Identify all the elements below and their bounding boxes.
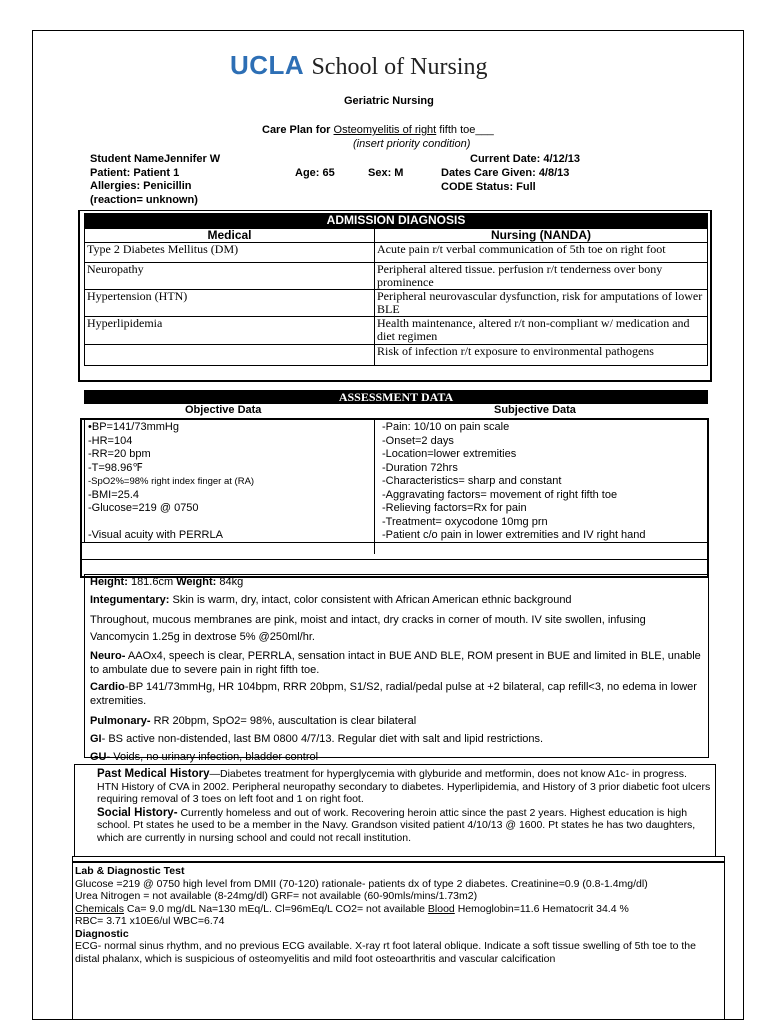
col-subjective: Subjective Data [494,404,576,416]
col-medical: Medical [85,229,375,243]
subjective-list: -Pain: 10/10 on pain scale -Onset=2 days -Location=lower extremities -Duration 72hrs -Characteristics= sharp and constant -Aggravating factors= movement of right fifth toe -Relieving factors=Rx for pain -Treatment= oxycodone 10mg prn -Patient c/o pain in lower extremities and IV right hand [382,421,646,541]
logo: UCLA School of Nursing [230,50,488,80]
medical-cell: Neuropathy [85,263,375,290]
col-nursing: Nursing (NANDA) [375,229,708,243]
medical-cell: Type 2 Diabetes Mellitus (DM) [85,243,375,263]
history-text: Past Medical History—Diabetes treatment for hyperglycemia with glyburide and metformin, does not know A1c- in progress. HTN History of CVA in 2002. Peripheral neuropathy secondary to diabetes. Hyperlipidemia, and History of 3 prior diabetic foot ulcers requiring removal of 3 toes on left foot and 1 on right foot. Social History- Currently homeless and out of work. Recovering heroin attic since the past 2 years. Highest education is high school. Pt states he used to be a member in the Navy. Grandson visited patient 4/10/13 @ 1600. Pt states he has two daughters, which are currently in nursing school and could not recall institution. [97,768,711,844]
course-title: Geriatric Nursing [344,95,434,107]
objective-list: •BP=141/73mmHg -HR=104 -RR=20 bpm -T=98.96℉ -SpO2%=98% right index finger at (RA) -BMI=25.4 -Glucose=219 @ 0750 -Visual acuity with PERRLA [88,421,255,541]
nursing-cell: Health maintenance, altered r/t non-compliant w/ medication and diet regimen [375,317,708,345]
assessment-divider [374,418,375,554]
nursing-cell: Peripheral neurovascular dysfunction, risk for amputations of lower BLE [375,290,708,317]
admission-table [84,213,708,366]
nursing-cell: Risk of infection r/t exposure to environmental pathogens [375,345,708,366]
sex: Sex: M [368,167,404,179]
medical-cell: Hypertension (HTN) [85,290,375,317]
nursing-cell: Peripheral altered tissue. perfusion r/t tenderness over bony prominence [375,263,708,290]
student-info: Student NameJennifer W Patient: Patient 1 Allergies: Penicillin (reaction= unknown) [90,153,221,206]
age: Age: 65 [295,167,335,179]
medical-cell: Hyperlipidemia [85,317,375,345]
care-plan-line: Care Plan for Osteomyelitis of right fifth toe___ [262,124,494,136]
col-objective: Objective Data [185,404,262,416]
current-date: Current Date: 4/12/13 [470,153,581,165]
admission-title: ADMISSION DIAGNOSIS [85,214,708,229]
assessment-title: ASSESSMENT DATA [84,390,708,404]
nursing-cell: Acute pain r/t verbal communication of 5th toe on right foot [375,243,708,263]
exam-text: Height: 181.6cm Weight: 84kg Integumentary: Skin is warm, dry, intact, color consistent with African American ethnic background Throughout, mucous membranes are pink, moist and intact, dry cracks in corner of mouth. IV site swollen, infusing Vancomycin 1.25g in dextrose 5% @250ml/hr. Neuro- AAOx4, speech is clear, PERRLA, sensation intact in BUE AND BLE, ROM present in BUE and limited in BLE, unable to ambulate due to severe pain in right fifth toe. Cardio-BP 141/73mmHg, HR 104bpm, RRR 20bpm, S1/S2, radial/pedal pulse at +2 bilateral, cap refill<3, no edema in lower extremities. Pulmonary- RR 20bpm, SpO2= 98%, auscultation is clear bilateral GI- BS active non-distended, last BM 0800 4/7/13. Regular diet with salt and lipid restrictions. GU- Voids, no urinary infection, bladder control [90,576,701,763]
care-plan-hint: (insert priority condition) [353,138,471,150]
care-dates: Dates Care Given: 4/8/13 CODE Status: Full [441,167,570,193]
lab-text: Lab & Diagnostic Test Glucose =219 @ 0750 high level from DMII (70-120) rationale- patients dx of type 2 diabetes. Creatinine=0.9 (0.8-1.4mg/dl) Urea Nitrogen = not available (8-24mg/dl) GRF= not available (60-90mls/mins/1.73m2) Chemicals Ca= 9.0 mg/dL Na=130 mEq/L. Cl=96mEq/L CO2= not available Blood Hemoglobin=11.6 Hematocrit 34.4 % RBC= 3.71 x10E6/ul WBC=6.74 Diagnostic ECG- normal sinus rhythm, and no previous ECG available. X-ray rt foot lateral oblique. Indicate a soft tissue swelling of 5th toe to the distal phalanx, which is suspicious of osteomyelitis and mild foot osteoarthritis and vascular calcification [75,865,696,965]
medical-cell [85,345,375,366]
assessment-rule [80,559,709,560]
